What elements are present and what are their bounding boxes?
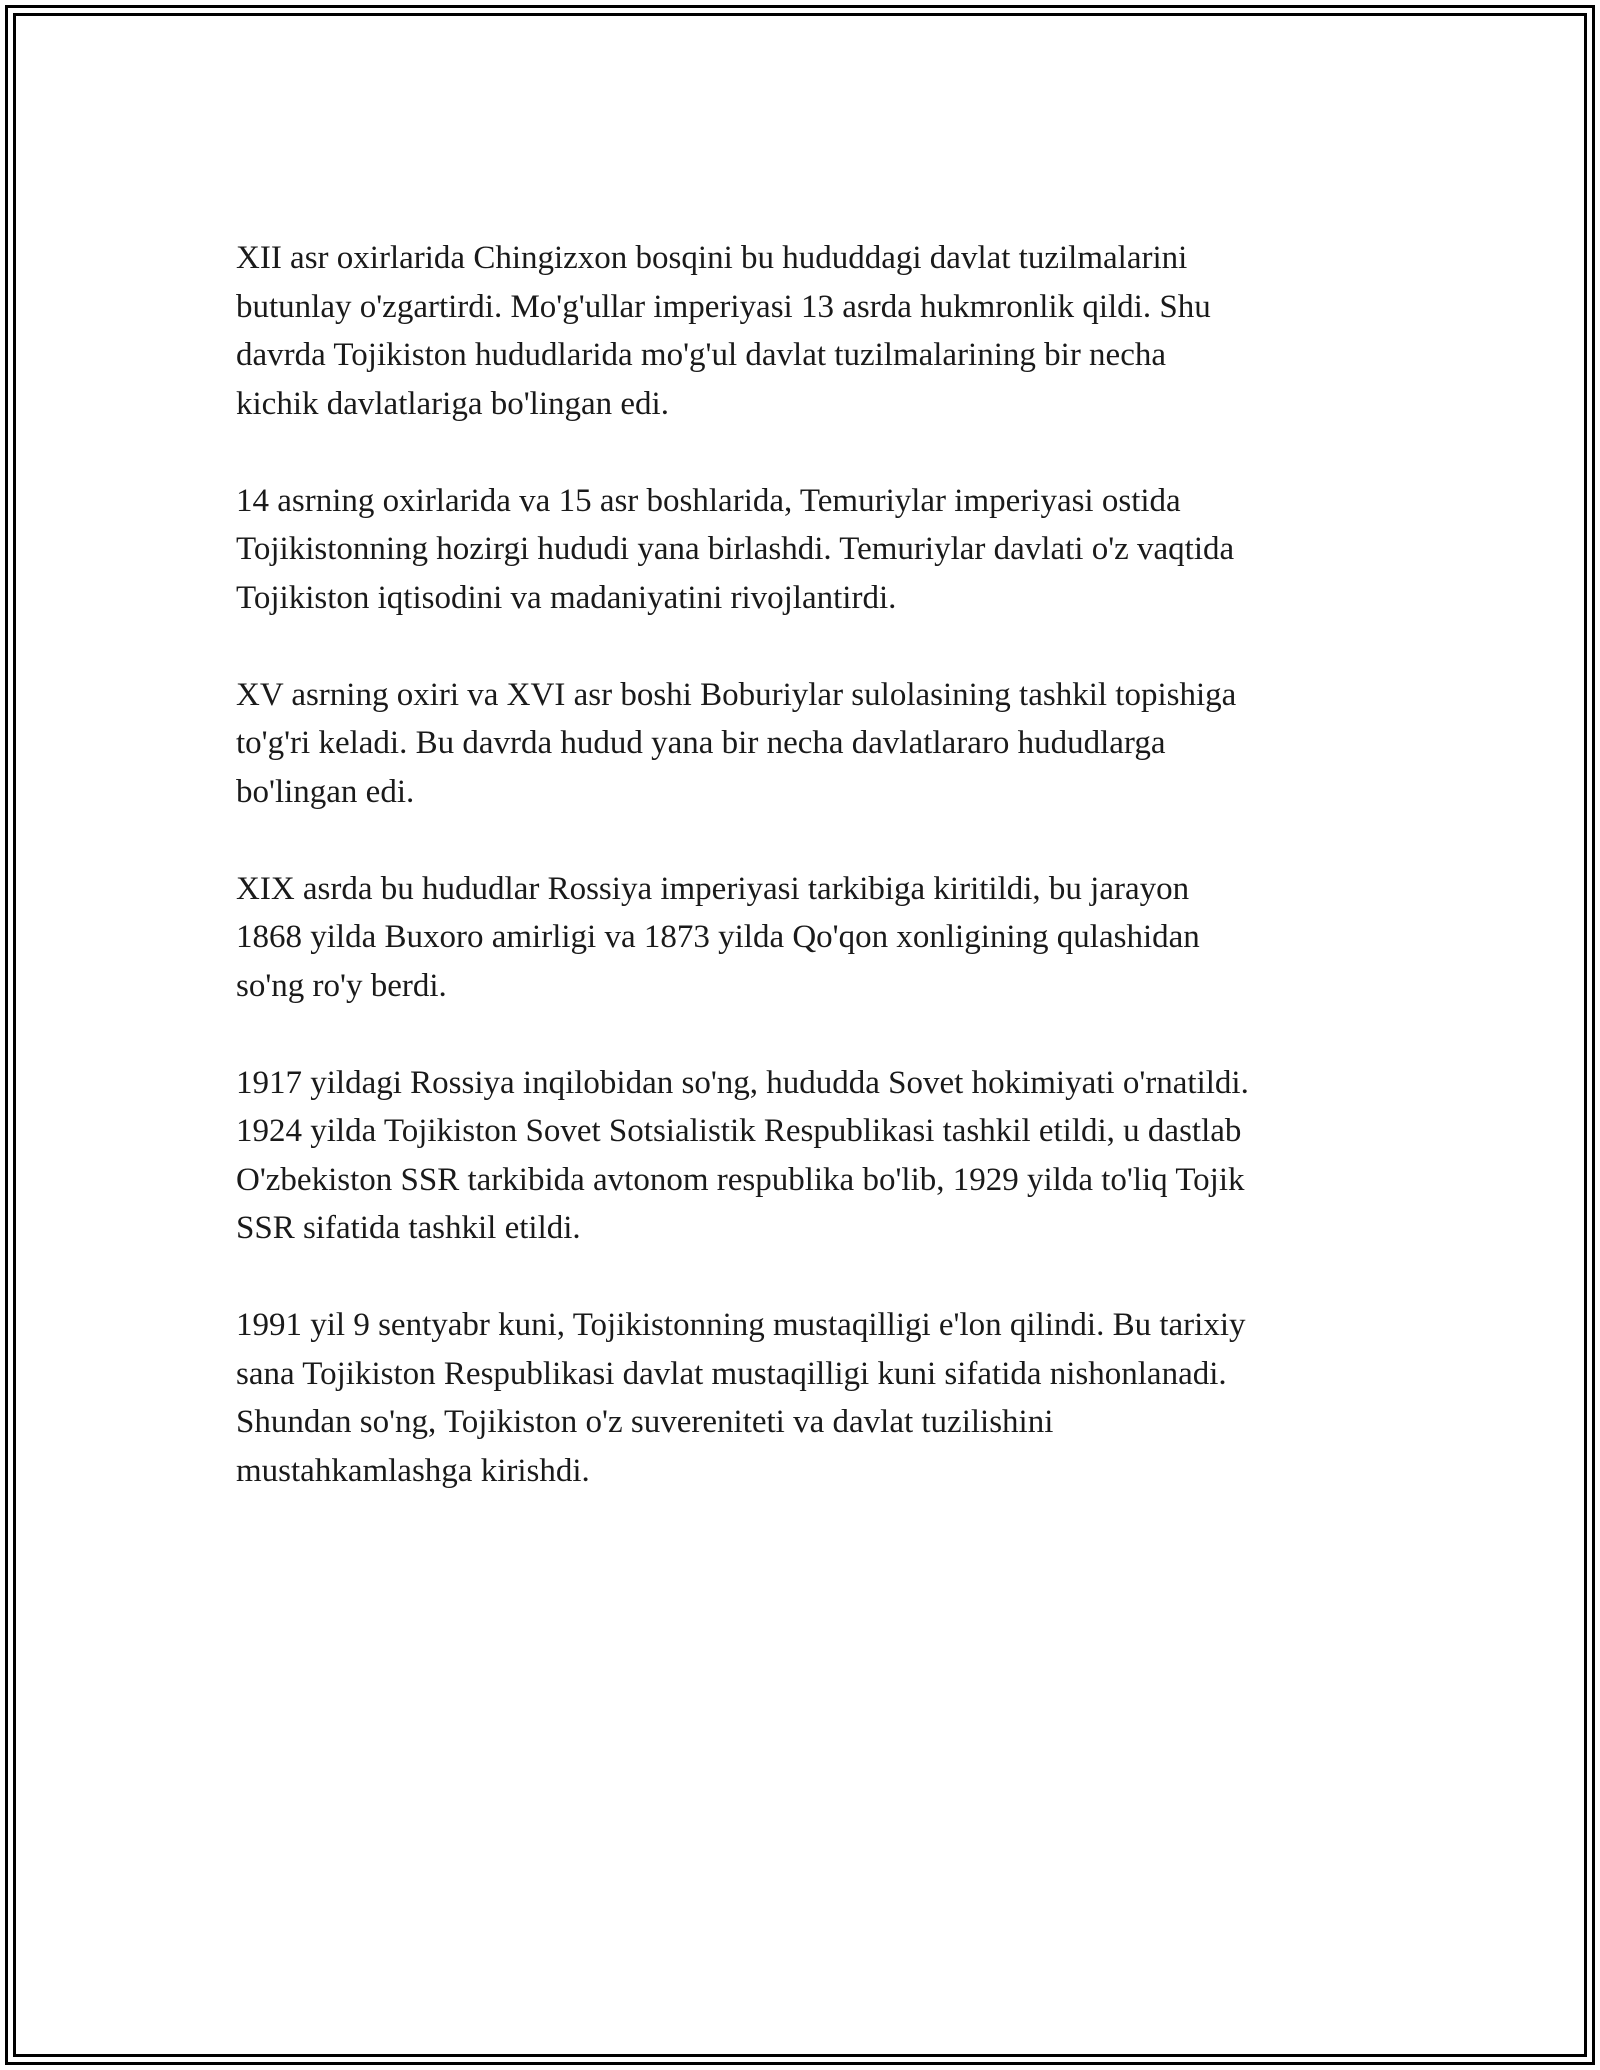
document-body (236, 234, 1396, 1544)
paragraph-soviet-era: 1917 yildagi Rossiya inqilobidan so'ng, hududda Sovet hokimiyati o'rnatildi. 1924 yilda Tojikiston Sovet Sotsialistik Respublikasi tashkil etildi, u dastlab O'zbekiston SSR tarkibida avtonom respublika bo'lib, 1929 yilda to'liq Tojik SSR sifatida tashkil etildi. (236, 1064, 1249, 1246)
paragraph-independence: 1991 yil 9 sentyabr kuni, Tojikistonning mustaqilligi e'lon qilindi. Bu tarixiy sana Tojikiston Respublikasi davlat mustaqilligi kuni sifatida nishonlanadi. Shundan so'ng, Tojikiston o'z suvereniteti va davlat tuzilishini mustahkamlashga kirishdi. (236, 1307, 1246, 1489)
paragraph-mongol-era: XII asr oxirlarida Chingizxon bosqini bu hududdagi davlat tuzilmalarini butunlay o'zgartirdi. Mo'g'ullar imperiyasi 13 asrda hukmronlik qildi. Shu davrda Tojikiston hududlarida mo'g'ul davlat tuzilmalarining bir necha kichik davlatlariga bo'lingan edi. (236, 240, 1211, 422)
paragraph-timurid-era: 14 asrning oxirlarida va 15 asr boshlarida, Temuriylar imperiyasi ostida Tojikistonning hozirgi hududi yana birlashdi. Temuriylar davlati o'z vaqtida Tojikiston iqtisodini va madaniyatini rivojlantirdi. (236, 482, 1235, 616)
paragraph-russian-empire-era: XIX asrda bu hududlar Rossiya imperiyasi tarkibiga kiritildi, bu jarayon 1868 yilda Buxoro amirligi va 1873 yilda Qo'qon xonligining qulashidan so'ng ro'y berdi. (236, 870, 1200, 1004)
paragraph-baburid-era: XV asrning oxiri va XVI asr boshi Boburiylar sulolasining tashkil topishiga to'g'ri keladi. Bu davrda hudud yana bir necha davlatlararo hududlarga bo'lingan edi. (236, 676, 1237, 810)
